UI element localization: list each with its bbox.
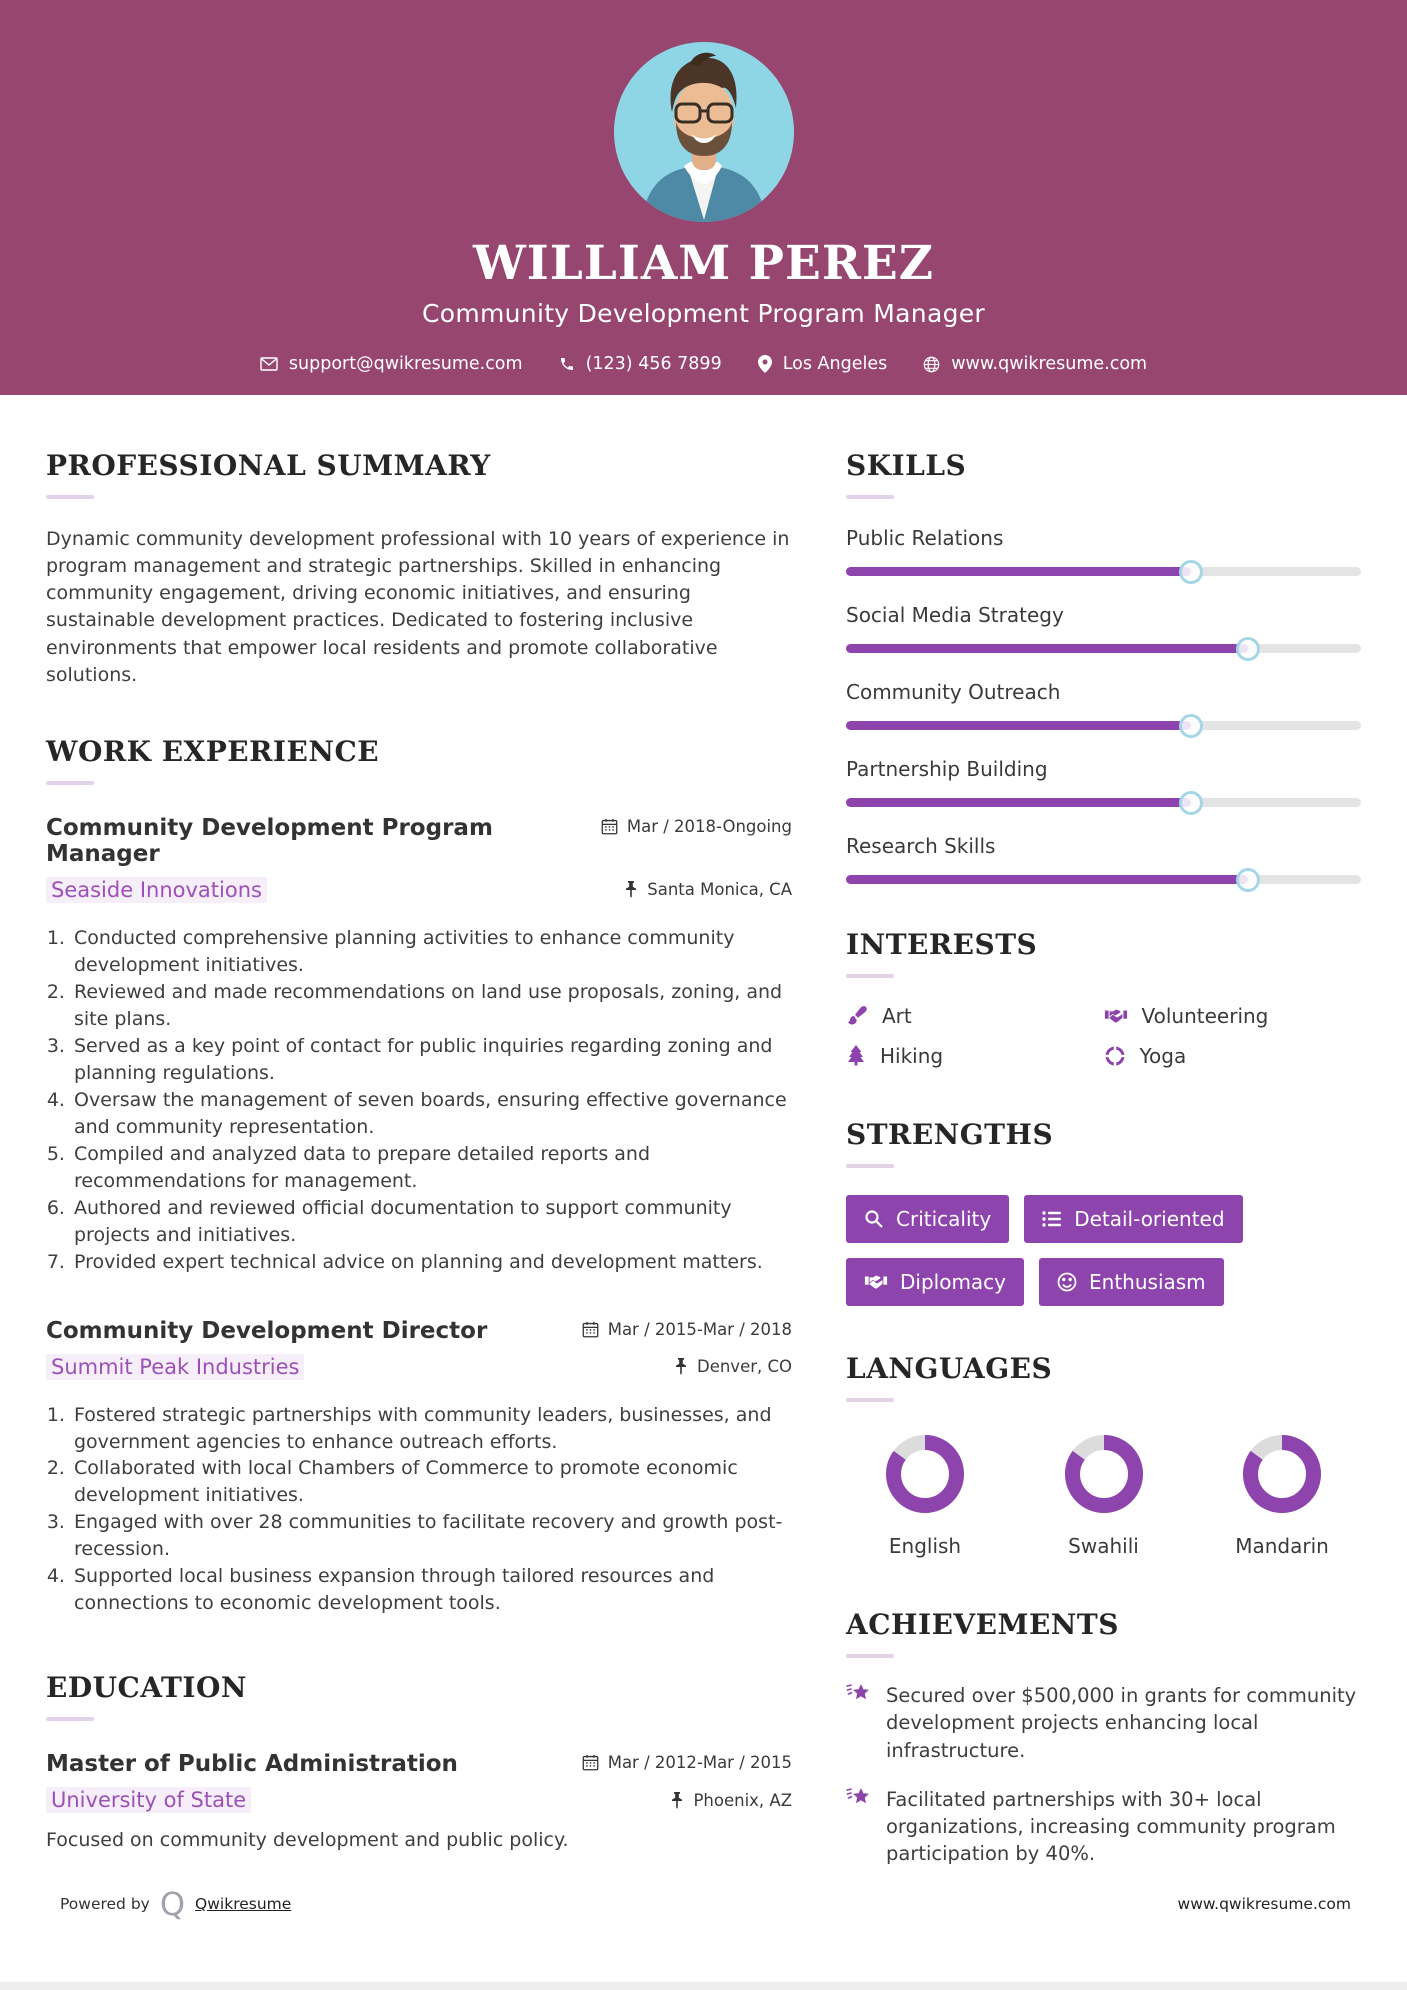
education-entry: [46, 1751, 792, 1851]
location-pin-icon: [758, 355, 772, 373]
skill-item: [846, 834, 1361, 884]
job-location: [624, 880, 792, 899]
interest-label: Art: [882, 1004, 912, 1028]
calendar-icon: [582, 1754, 599, 1771]
language-item: [850, 1434, 1000, 1558]
interest-label: Volunteering: [1141, 1004, 1269, 1028]
qwikresume-logo-icon: Q: [159, 1885, 186, 1923]
strengths-heading: STRENGTHS: [846, 1118, 1054, 1151]
contact-text: support@qwikresume.com: [288, 354, 523, 374]
skill-slider-fill: [846, 798, 1191, 807]
language-donut-chart: [850, 1434, 1000, 1518]
strength-button[interactable]: [846, 1258, 1024, 1306]
job-header: [46, 1318, 792, 1344]
jobs-list: [46, 815, 792, 1617]
language-item: [1207, 1434, 1357, 1558]
degree-name: Master of Public Administration: [46, 1751, 458, 1778]
contact-text: (123) 456 7899: [585, 354, 722, 374]
heading-underline: [46, 781, 94, 785]
school-name: University of State: [46, 1787, 251, 1813]
skill-slider-handle[interactable]: [1179, 560, 1203, 584]
magnifier-icon: [864, 1209, 884, 1229]
skill-label: Public Relations: [846, 526, 1004, 550]
interest-label: Hiking: [880, 1044, 944, 1068]
profile-photo-illustration: [614, 42, 794, 222]
strength-label: Detail-oriented: [1074, 1207, 1225, 1231]
job-date: [601, 817, 792, 836]
pushpin-icon: [670, 1792, 684, 1809]
heading-underline: [846, 1164, 894, 1168]
strength-label: Criticality: [896, 1207, 992, 1231]
contact-item[interactable]: [758, 354, 888, 374]
contact-item[interactable]: [559, 354, 722, 374]
strength-label: Diplomacy: [900, 1270, 1007, 1294]
job-bullet: 4. Oversaw the management of seven boards, ensuring effective governance and community representation.: [71, 1087, 792, 1141]
job-bullet: 3. Engaged with over 28 communities to facilitate recovery and growth post-recession.: [71, 1509, 792, 1563]
pushpin-icon: [674, 1358, 688, 1375]
job-bullet: 3. Served as a key point of contact for public inquiries regarding zoning and planning regulations.: [71, 1033, 792, 1087]
job-subheader: [46, 877, 792, 903]
education-description: Focused on community development and public policy.: [46, 1829, 569, 1852]
wheel-icon: [1104, 1045, 1126, 1067]
profile-photo: [614, 42, 794, 222]
skill-slider-fill: [846, 721, 1191, 730]
summary-text: Dynamic community development professional with 10 years of experience in program management and strategic partnerships. Skilled in enhancing community engagement, driving economic initiatives, and ensuring sustainable development practices. Dedicated to fostering inclusive environments that empower local residents and promote collaborative solutions.: [46, 528, 790, 686]
strength-button[interactable]: [846, 1195, 1009, 1243]
job-bullet: 4. Supported local business expansion through tailored resources and connections to economic development tools.: [71, 1563, 792, 1617]
job-bullets: [46, 925, 792, 1276]
skill-slider[interactable]: [846, 644, 1361, 653]
bottom-strip: [0, 1982, 1407, 1990]
skill-slider-handle[interactable]: [1236, 868, 1260, 892]
skill-label: Social Media Strategy: [846, 603, 1064, 627]
paintbrush-icon: [846, 1005, 868, 1027]
education-heading: EDUCATION: [46, 1671, 247, 1705]
job-header: [46, 815, 792, 867]
language-label: English: [888, 1534, 962, 1558]
heading-underline: [846, 1654, 894, 1658]
job-bullet: 5. Compiled and analyzed data to prepare detailed reports and recommendations for management.: [71, 1141, 792, 1195]
contact-item[interactable]: [923, 354, 1147, 374]
achievement-item: [846, 1682, 1361, 1764]
page-footer: [60, 1885, 1351, 1923]
language-label: Mandarin: [1235, 1534, 1329, 1558]
list-icon: [1042, 1210, 1062, 1228]
skill-slider[interactable]: [846, 875, 1361, 884]
candidate-name: WILLIAM PEREZ: [472, 236, 935, 291]
skills-list: [846, 526, 1361, 884]
powered-by: [60, 1885, 292, 1923]
email-icon: [260, 357, 278, 371]
skill-item: [846, 680, 1361, 730]
heading-underline: [46, 495, 94, 499]
skill-slider-handle[interactable]: [1179, 791, 1203, 815]
heading-underline: [846, 1398, 894, 1402]
languages-row: [846, 1434, 1361, 1558]
heading-underline: [46, 1717, 94, 1721]
job-title: Community Development Program Manager: [46, 814, 493, 867]
skill-slider-fill: [846, 875, 1248, 884]
candidate-title: Community Development Program Manager: [422, 299, 985, 328]
skill-label: Research Skills: [846, 834, 996, 858]
language-donut-chart: [1207, 1434, 1357, 1518]
contact-text: Los Angeles: [782, 354, 888, 374]
interest-item: [1104, 1044, 1362, 1068]
summary-heading: PROFESSIONAL SUMMARY: [46, 449, 491, 482]
strengths-list: [846, 1195, 1361, 1306]
footer-site-link[interactable]: www.qwikresume.com: [1177, 1895, 1351, 1913]
pine-tree-icon: [846, 1045, 866, 1067]
job-location: [674, 1357, 792, 1376]
interests-heading: INTERESTS: [846, 928, 1038, 961]
strength-button[interactable]: [1024, 1195, 1242, 1243]
company-name: Summit Peak Industries: [46, 1354, 304, 1380]
left-column: [46, 449, 792, 1868]
achievement-item: [846, 1786, 1361, 1868]
achievement-text: Secured over $500,000 in grants for community development projects enhancing local infrastructure.: [886, 1684, 1357, 1762]
language-donut-chart: [1029, 1434, 1179, 1518]
resume-header: [0, 0, 1407, 395]
languages-heading: LANGUAGES: [846, 1352, 1053, 1385]
skill-label: Partnership Building: [846, 757, 1048, 781]
main-content: [0, 395, 1407, 1868]
interest-item: [1104, 1004, 1362, 1028]
handshake-icon: [1104, 1007, 1128, 1025]
skill-item: [846, 526, 1361, 576]
pushpin-icon: [624, 881, 638, 898]
skill-slider-fill: [846, 567, 1191, 576]
contact-item[interactable]: [260, 354, 523, 374]
language-item: [1029, 1434, 1179, 1558]
interest-item: [846, 1044, 1104, 1068]
contact-text: www.qwikresume.com: [951, 354, 1148, 374]
job-bullet: 6. Authored and reviewed official documentation to support community projects and initiatives.: [71, 1195, 792, 1249]
interest-label: Yoga: [1139, 1044, 1187, 1068]
skill-item: [846, 603, 1361, 653]
job-bullet: 2. Reviewed and made recommendations on land use proposals, zoning, and site plans.: [71, 979, 792, 1033]
heading-underline: [846, 974, 894, 978]
contact-row: [0, 354, 1407, 374]
interests-grid: [846, 1004, 1361, 1068]
strength-label: Enthusiasm: [1089, 1270, 1206, 1294]
achievements-heading: ACHIEVEMENTS: [846, 1608, 1119, 1641]
qwikresume-link[interactable]: Qwikresume: [195, 1895, 292, 1913]
job-bullet: 1. Conducted comprehensive planning activities to enhance community development initiatives.: [71, 925, 792, 979]
phone-icon: [559, 356, 575, 372]
job-date-text: Mar / 2018-Ongoing: [626, 816, 792, 836]
job-date-text: Mar / 2015-Mar / 2018: [607, 1319, 792, 1339]
calendar-icon: [582, 1321, 599, 1338]
skill-slider-handle[interactable]: [1236, 637, 1260, 661]
skill-slider-fill: [846, 644, 1248, 653]
education-date: Mar / 2012-Mar / 2015: [582, 1753, 792, 1772]
language-label: Swahili: [1068, 1534, 1139, 1558]
skill-label: Community Outreach: [846, 680, 1061, 704]
work-heading: WORK EXPERIENCE: [46, 734, 380, 768]
skill-slider-handle[interactable]: [1179, 714, 1203, 738]
powered-by-label: Powered by: [60, 1895, 150, 1913]
globe-icon: [923, 356, 940, 373]
job-subheader: [46, 1354, 792, 1380]
handshake-icon: [864, 1273, 888, 1291]
calendar-icon: [601, 818, 618, 835]
interest-item: [846, 1004, 1104, 1028]
shooting-star-icon: [846, 1682, 872, 1706]
achievements-list: [846, 1682, 1361, 1868]
education-location: Phoenix, AZ: [670, 1791, 792, 1810]
job-date: [582, 1320, 792, 1339]
job-location-text: Denver, CO: [696, 1357, 792, 1377]
strength-button[interactable]: [1039, 1258, 1224, 1306]
job-bullets: [46, 1402, 792, 1618]
job-entry: [46, 815, 792, 1276]
job-entry: [46, 1318, 792, 1618]
right-column: [846, 449, 1361, 1868]
achievement-text: Facilitated partnerships with 30+ local organizations, increasing community program participation by 40%.: [886, 1787, 1336, 1866]
smiley-icon: [1057, 1272, 1077, 1292]
job-location-text: Santa Monica, CA: [647, 880, 792, 900]
skills-heading: SKILLS: [846, 449, 967, 482]
skill-slider[interactable]: [846, 567, 1361, 576]
skill-slider[interactable]: [846, 721, 1361, 730]
skill-item: [846, 757, 1361, 807]
shooting-star-icon: [846, 1786, 872, 1810]
heading-underline: [846, 495, 894, 499]
job-title: Community Development Director: [46, 1317, 488, 1344]
skill-slider[interactable]: [846, 798, 1361, 807]
job-bullet: 7. Provided expert technical advice on planning and development matters.: [71, 1249, 792, 1276]
company-name: Seaside Innovations: [46, 877, 267, 903]
job-bullet: 1. Fostered strategic partnerships with community leaders, businesses, and government agencies to enhance outreach efforts.: [71, 1402, 792, 1456]
job-bullet: 2. Collaborated with local Chambers of Commerce to promote economic development initiatives.: [71, 1455, 792, 1509]
